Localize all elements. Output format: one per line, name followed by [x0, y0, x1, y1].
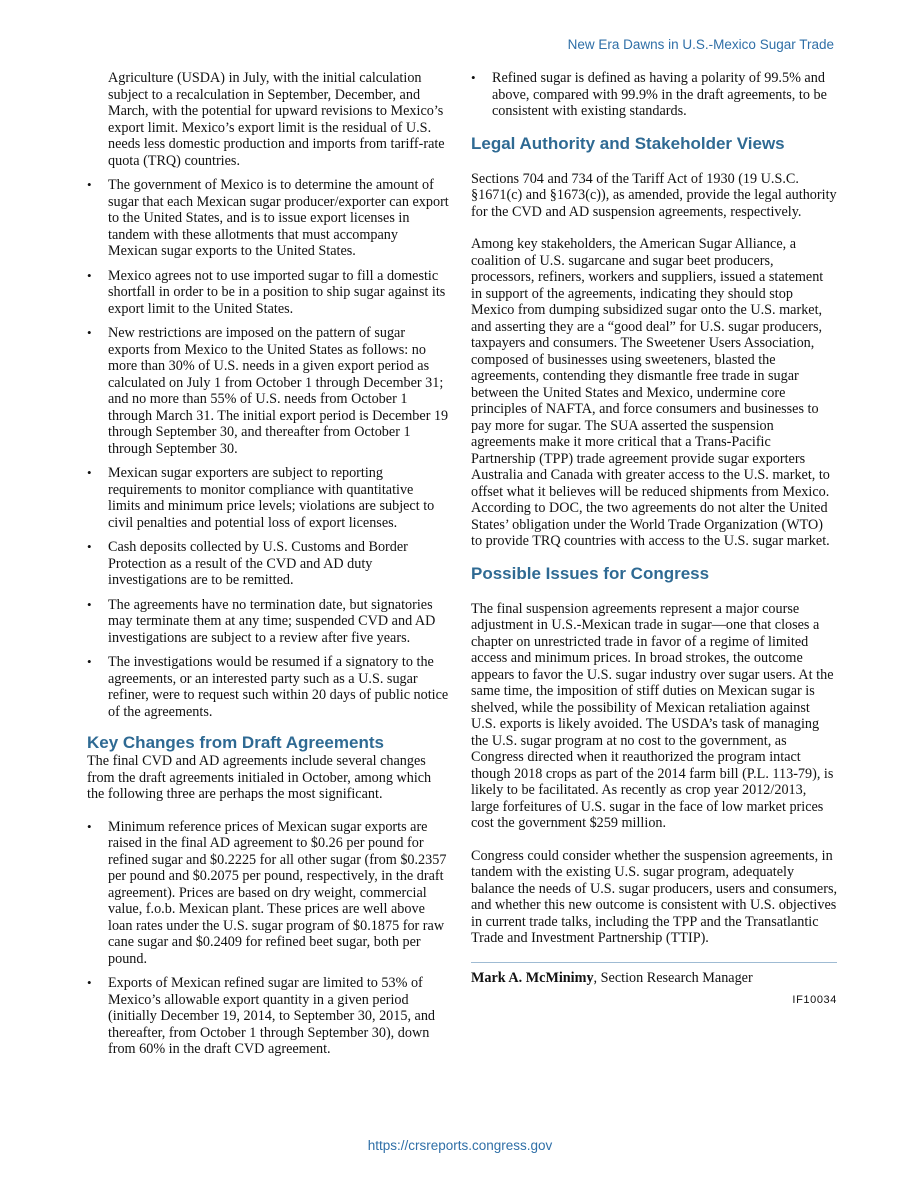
list-item: • Minimum reference prices of Mexican sugar exports are raised in the final AD agreement to $0.26 per pound for refined sugar and $0.2225 for all other sugar (from $0.2357 per pound and $0.2075 per pound, respectively, in the draft agreement). Prices are based on dry weight, commercial value, f.o.b. Mexican plant. These prices are well above loan rates under the U.S. sugar program of $0.1875 for raw cane sugar and $0.2409 for refined beet sugar, both per pound.: [87, 819, 449, 968]
running-header: New Era Dawns in U.S.-Mexico Sugar Trade: [567, 37, 834, 52]
key-changes-intro: The final CVD and AD agreements include several changes from the draft agreements initialed in October, among which the following three are perhaps the most significant.: [87, 753, 432, 802]
list-item: • Cash deposits collected by U.S. Customs and Border Protection as a result of the CVD and AD duty investigations are to be remitted.: [87, 539, 449, 589]
list-item: • The investigations would be resumed if a signatory to the agreements, or an interested party such as a U.S. sugar refiner, were to request such within 20 days of public notice of the agreements.: [87, 654, 449, 720]
terms-bullet-list: [87, 177, 449, 720]
congress-paragraph: Congress could consider whether the suspension agreements, in tandem with the existing U.S. sugar program, adequately balance the needs of U.S. sugar producers, users and consumers, and whether this new outcome is consistent with U.S. objectives in current trade talks, including the TPP and the Transatlantic Trade and Investment Partnership (TTIP).: [471, 847, 838, 946]
document-id: IF10034: [792, 994, 837, 1006]
footer-crs-link[interactable]: https://crsreports.congress.gov: [367, 1138, 553, 1153]
list-item: • Mexico agrees not to use imported sugar to fill a domestic shortfall in order to be in a position to ship sugar against its export limit to the United States.: [87, 268, 449, 318]
stakeholder-paragraph: Among key stakeholders, the American Sugar Alliance, a coalition of U.S. sugarcane and sugar beet producers, processors, refiners, workers and suppliers, issued a statement in support of the agreements, indicating they should stop Mexico from dumping subsidized sugar onto the U.S. market, and asserting they are a “good deal” for U.S. sugar producers, taxpayers and consumers. The Sweetener Users Association, composed of businesses using sweeteners, blasted the agreements, contending they dismantle free trade in sugar between the United States and Mexico, undermine core principles of NAFTA, and force consumers and businesses to pay more for sugar. The SUA asserted the suspension agreements make it more critical that a Trans-Pacific Partnership (TPP) trade agreement provide sugar exporters Australia and Canada with greater access to the U.S. market, to offset what it believes will be reduced shipments from Mexico. According to DOC, the two agreements do not alter the United States’ obligation under the World Trade Organization (WTO) to provide TRQ countries with access to the U.S. sugar market.: [471, 236, 830, 549]
refined-sugar-bullet-list: [471, 70, 837, 120]
list-item: • Refined sugar is defined as having a polarity of 99.5% and above, compared with 99.9% in the draft agreements, to be consistent with existing standards.: [471, 70, 837, 120]
section-heading-legal-authority: Legal Authority and Stakeholder Views: [471, 133, 785, 153]
left-column: [87, 70, 449, 1066]
list-item: • Mexican sugar exporters are subject to reporting requirements to monitor compliance with quantitative limits and minimum price levels; violations are subject to civil penalties and potential loss of export licenses.: [87, 465, 449, 531]
author-line: [471, 970, 837, 987]
list-item: • New restrictions are imposed on the pattern of sugar exports from Mexico to the United States as follows: no more than 30% of U.S. needs in a given export period as calculated on July 1 from October 1 through December 31; and no more than 55% of U.S. needs from October 1 through March 31. The initial export period is December 19 through September 30, and thereafter from October 1 through September 30.: [87, 325, 449, 457]
section-heading-possible-issues: Possible Issues for Congress: [471, 563, 710, 583]
legal-paragraph: Sections 704 and 734 of the Tariff Act of 1930 (19 U.S.C. §1671(c) and §1673(c)), as amended, provide the legal authority for the CVD and AD suspension agreements, respectively.: [471, 170, 837, 220]
issues-paragraph: The final suspension agreements represent a major course adjustment in U.S.-Mexican trade in sugar—one that closes a chapter on unrestricted trade in favor of a regime of limited access and minimum prices. In broad strokes, the outcome appears to favor the U.S. sugar industry over sugar users. At the same time, the imposition of stiff duties on Mexican sugar is shelved, while the possibility of Mexican retaliation against U.S. exports is likely avoided. The USDA’s task of managing the U.S. sugar program at no cost to the government, as Congress directed when it reauthorized the program intact though 2018 crops as part of the 2014 farm bill (P.L. 113-79), is likely to be facilitated. As recently as crop year 2012/2013, large forfeitures of U.S. sugar in the face of low market prices cost the government $259 million.: [471, 600, 834, 831]
author-divider: [471, 962, 837, 963]
list-item: • Exports of Mexican refined sugar are limited to 53% of Mexico’s allowable export quantity in a given period (initially December 19, 2014, to September 30, 2015, and thereafter, from October 1 through September 30), down from 60% in the draft CVD agreement.: [87, 975, 449, 1058]
list-item: • The government of Mexico is to determine the amount of sugar that each Mexican sugar producer/exporter can export to the United States, and is to issue export licenses in tandem with these allotments that must accompany Mexican sugar exports to the United States.: [87, 177, 449, 260]
key-changes-bullet-list: [87, 819, 449, 1058]
right-column: [471, 70, 837, 1006]
author-name: Mark A. McMinimy: [471, 969, 594, 986]
list-item: • The agreements have no termination date, but signatories may terminate them at any time; suspended CVD and AD investigations are subject to a review after five years.: [87, 597, 449, 647]
section-heading-key-changes: Key Changes from Draft Agreements: [87, 733, 384, 752]
continued-bullet-text: Agriculture (USDA) in July, with the initial calculation subject to a recalculation in September, December, and March, with the potential for upward revisions to Mexico’s export limit. Mexico’s export limit is the residual of U.S. needs less domestic production and imports from tariff-rate quota (TRQ) countries.: [108, 70, 445, 169]
author-role: , Section Research Manager: [593, 969, 753, 986]
